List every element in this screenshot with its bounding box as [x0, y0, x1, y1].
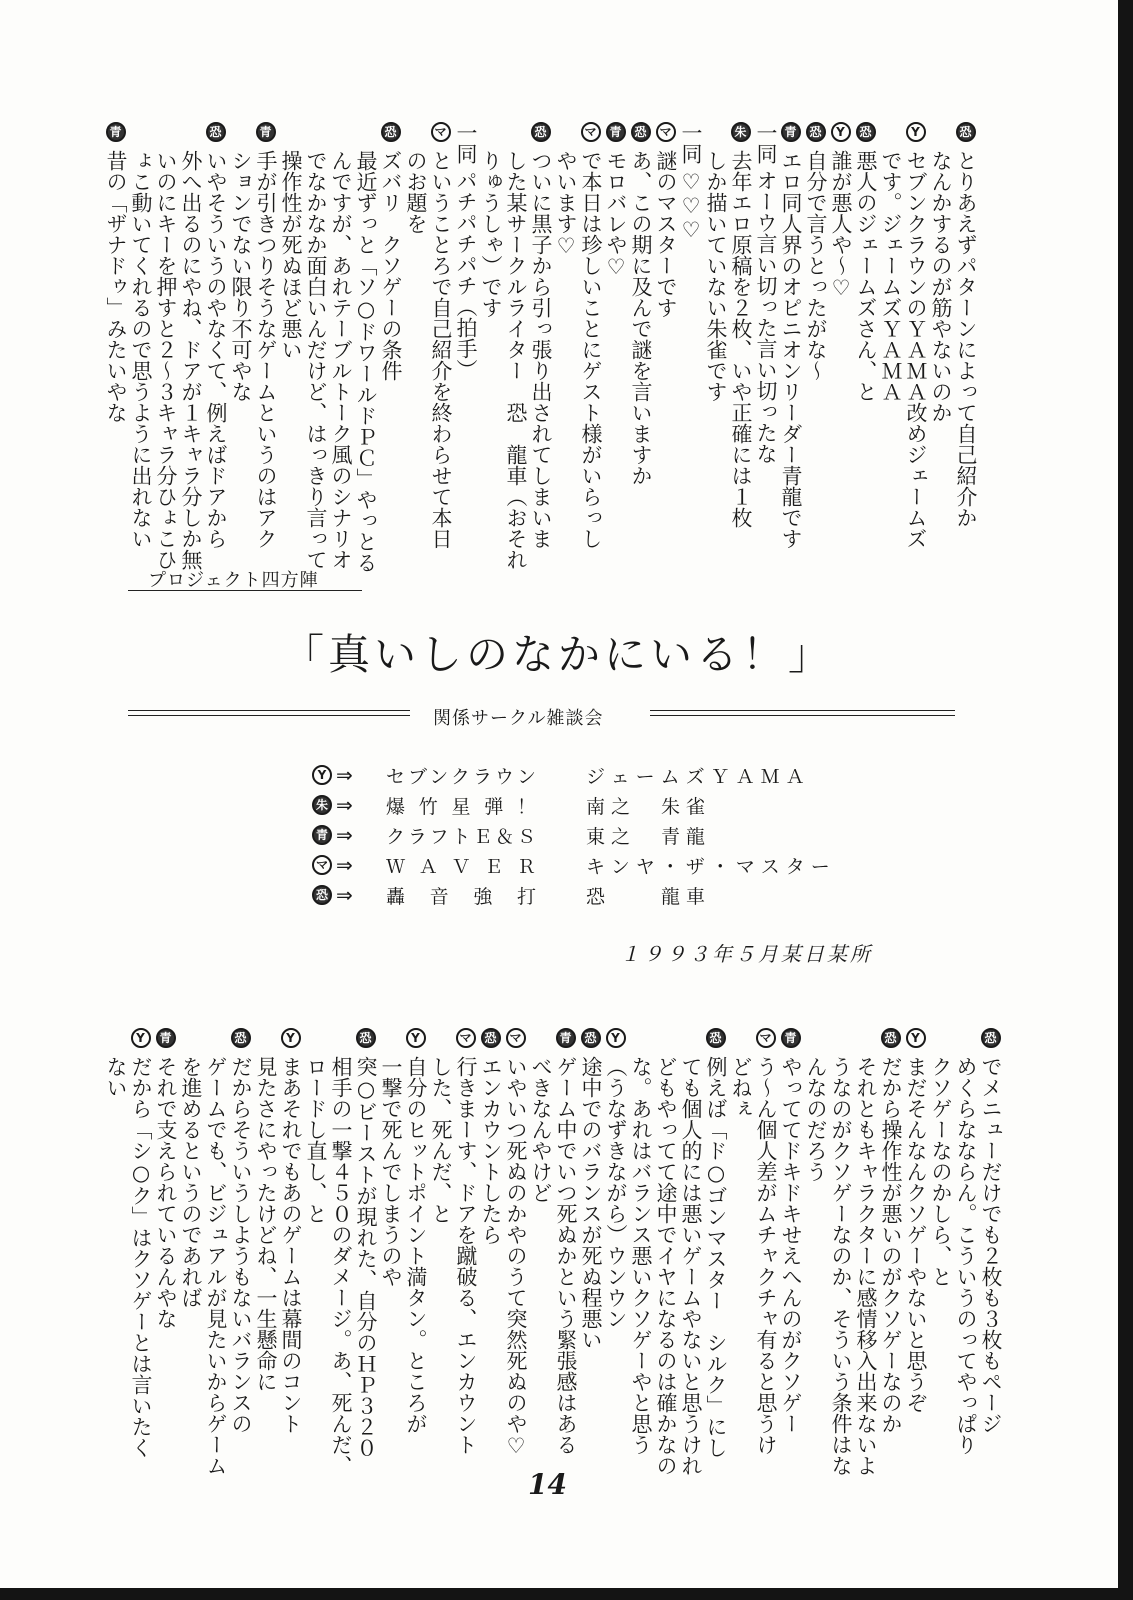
dialogue-column — [628, 122, 653, 486]
dialogue-text: だからそういうしようもないバランスの — [229, 1056, 253, 1434]
dialogue-column — [753, 1028, 778, 1455]
dialogue-column — [853, 1028, 878, 1476]
dialogue-text: うなのがクソゲーなのか、そういう条件はな — [829, 1056, 853, 1476]
dialogue-column — [428, 122, 453, 549]
speaker-slot — [956, 122, 976, 150]
speaker-slot — [781, 1028, 801, 1056]
dialogue-column — [778, 1028, 803, 1434]
dialogue-column — [228, 1028, 253, 1434]
speaker-slot — [906, 1028, 926, 1056]
arrow-icon: ⇒ — [336, 853, 353, 877]
dialogue-column — [828, 122, 853, 300]
dialogue-column — [853, 122, 878, 402]
dialogue-text: クソゲーなのかしら、と — [929, 1056, 953, 1287]
dialogue-text: あ、この期に及んで謎を言いますか — [629, 150, 653, 486]
dialogue-column — [403, 122, 428, 234]
dialogue-column — [353, 1028, 378, 1458]
speaker-slot — [506, 1028, 526, 1056]
circle-name: 爆竹星弾！ — [386, 795, 536, 818]
speaker-slot — [481, 1028, 501, 1056]
dialogue-column — [678, 1028, 703, 1476]
dialogue-column — [578, 1028, 603, 1350]
dialogue-column — [528, 122, 553, 549]
dialogue-text: どもやってて途中でイヤになるのは確かなの — [654, 1056, 678, 1476]
dialogue-column — [303, 122, 328, 570]
dialogue-text: オーウ言い切った言い切ったな — [754, 170, 778, 464]
member-name: ジェームズＹＡＭＡ — [586, 765, 811, 788]
dialogue-column — [978, 1028, 1003, 1434]
speaker-mark-icon: Y — [312, 765, 332, 785]
member-name: 南之 朱雀 — [586, 795, 712, 818]
speaker-mark-icon: 青 — [256, 122, 276, 142]
dialogue-text: それともキャラクターに感情移入出来ないよ — [854, 1056, 878, 1476]
speaker-slot — [256, 122, 276, 150]
dialogue-text: 見たさにやったけどね、一生懸命に — [254, 1056, 278, 1392]
arrow-icon: ⇒ — [336, 793, 353, 817]
speaker-slot — [806, 122, 826, 150]
dialogue-text: やいます♡ — [554, 150, 578, 258]
dialogue-column — [478, 122, 503, 318]
speaker-slot — [356, 1028, 376, 1056]
dialogue-text: パチパチパチ（拍手） — [454, 170, 478, 380]
speaker-mark-icon: 青 — [556, 1028, 576, 1048]
speaker-slot — [631, 122, 651, 150]
speaker-slot — [678, 122, 703, 170]
roster-row — [312, 850, 836, 880]
dialogue-text: セブンクラウンのＹＡＭＡ改めジェームズ — [904, 150, 928, 549]
project-name: プロジェクト四方陣 — [148, 570, 319, 591]
speaker-mark-icon: 恐 — [231, 1028, 251, 1048]
dialogue-text: だから操作性が悪いのがクソゲーなのか — [879, 1056, 903, 1434]
dialogue-column — [428, 1028, 453, 1224]
dialogue-column — [278, 1028, 303, 1434]
speaker-mark-icon: 恐 — [706, 1028, 726, 1048]
speaker-slot — [531, 122, 551, 150]
dialogue-text: 一撃で死んでしまうのや — [379, 1056, 403, 1287]
dialogue-column — [803, 122, 828, 381]
dialogue-column — [553, 122, 578, 258]
dialogue-text: だから「シ○ク」はクソゲーとは言いたく — [129, 1056, 153, 1458]
speaker-mark-icon: Y — [131, 1028, 151, 1048]
dialogue-text: べきなんやけど — [529, 1056, 553, 1203]
dialogue-text: ションでない限り不可やな — [229, 150, 253, 402]
dialogue-text: 悪人のジェームズさん、と — [854, 150, 878, 402]
dialogue-text: ゲーム中でいつ死ぬかという緊張感はある — [554, 1056, 578, 1455]
dialogue-text: ょこ動いてくれるので思うように出れない — [129, 150, 153, 549]
speaker-mark-icon: Y — [906, 1028, 926, 1048]
dialogue-text: 突○ビーストが現れた、自分のＨＰ３２０ — [354, 1056, 378, 1458]
dialogue-column — [453, 1028, 478, 1455]
dialogue-text: まだそんなんクソゲーやないと思うぞ — [904, 1056, 928, 1413]
dialogue-column — [403, 1028, 428, 1434]
dialogue-column — [903, 122, 928, 549]
dialogue-column — [903, 1028, 928, 1413]
dialogue-text: んですが、あれテーブルトーク風のシナリオ — [329, 150, 353, 570]
dialogue-text: しか描いていない朱雀です — [704, 150, 728, 402]
speaker-slot — [581, 122, 601, 150]
speaker-slot — [406, 1028, 426, 1056]
speaker-slot — [606, 122, 626, 150]
dialogue-text: ゲームでも、ビジュアルが見たいからゲーム — [204, 1056, 228, 1476]
dialogue-column — [378, 122, 403, 381]
dialogue-text: でなかなか面白いんだけど、はっきり言って — [304, 150, 328, 570]
speaker-group-label: 一同 — [454, 122, 478, 164]
member-name: キンヤ・ザ・マスター — [586, 855, 836, 878]
dialogue-column — [603, 122, 628, 279]
dialogue-column — [453, 122, 478, 380]
circle-name: ＷＡＶＥＲ — [386, 855, 536, 878]
speaker-slot — [856, 122, 876, 150]
speaker-slot — [656, 122, 676, 150]
dialogue-column — [928, 1028, 953, 1287]
speaker-group-label: 一同 — [754, 122, 778, 164]
dialogue-text: 自分で言うとったがな〜 — [804, 150, 828, 381]
speaker-slot — [731, 122, 751, 150]
dialogue-text: 途中でのバランスが死ぬ程悪い — [579, 1056, 603, 1350]
dialogue-text: です。ジェームズＹＡＭＡ — [879, 150, 903, 402]
dialogue-text: りゅうしゃ）です — [479, 150, 503, 318]
dialogue-column — [878, 1028, 903, 1434]
speaker-mark-icon: Y — [281, 1028, 301, 1048]
speaker-mark-icon: 恐 — [481, 1028, 501, 1048]
dialogue-column — [178, 122, 203, 570]
speaker-mark-icon: 恐 — [956, 122, 976, 142]
speaker-mark-icon: Y — [831, 122, 851, 142]
dialogue-column — [278, 122, 303, 360]
dialogue-column — [803, 1028, 828, 1182]
dialogue-column — [728, 1028, 753, 1119]
speaker-mark-icon: Y — [406, 1028, 426, 1048]
dialogue-column — [953, 122, 978, 528]
speaker-mark-icon: マ — [312, 855, 332, 875]
dialogue-text: とりあえずパターンによって自己紹介か — [954, 150, 978, 528]
speaker-slot — [431, 122, 451, 150]
speaker-mark-icon: 青 — [781, 122, 801, 142]
speaker-slot — [381, 122, 401, 150]
dialogue-text: ♡♡♡ — [679, 170, 703, 242]
top-dialogue — [94, 122, 978, 573]
member-name: 東之 青龍 — [586, 825, 712, 848]
speaker-group-label: 一同 — [679, 122, 703, 164]
dialogue-column — [478, 1028, 503, 1245]
dialogue-column — [353, 122, 378, 573]
subtitle-rule-left — [128, 710, 410, 716]
dialogue-text: 外へ出るのにやね、ドアが１キャラ分しか無 — [179, 150, 203, 570]
dialogue-text: いやそういうのやなくて、例えばドアから — [204, 150, 228, 549]
speaker-slot — [706, 1028, 726, 1056]
dialogue-text: でメニューだけでも２枚も３枚もページ — [979, 1056, 1003, 1434]
dialogue-text: エロ同人界のオピニオンリーダー青龍です — [779, 150, 803, 549]
dialogue-text: した某サークルライター 恐 龍車（おそれ — [504, 150, 528, 570]
dialogue-column — [528, 1028, 553, 1203]
dialogue-text: 去年エロ原稿を２枚、いや正確には１枚 — [729, 150, 753, 528]
dialogue-text: 例えば「ド○ゴンマスター シルク」にし — [704, 1056, 728, 1458]
dialogue-text: モロバレや♡ — [604, 150, 628, 279]
dialogue-text: 行きまーす、ドアを蹴破る、エンカウント — [454, 1056, 478, 1455]
dialogue-column — [253, 122, 278, 549]
dialogue-text: 相手の一撃４５０のダメージ。あ、死んだ、 — [329, 1056, 353, 1476]
dialogue-text: ついに黒子から引っ張り出されてしまいま — [529, 150, 553, 549]
speaker-mark-icon: 恐 — [856, 122, 876, 142]
dialogue-column — [503, 122, 528, 570]
speaker-mark-icon: 恐 — [881, 1028, 901, 1048]
speaker-mark-icon: 恐 — [312, 885, 332, 905]
speaker-slot — [106, 122, 126, 150]
dialogue-text: ても個人的には悪いゲームやないと思うけれ — [679, 1056, 703, 1476]
speaker-mark-icon: マ — [581, 122, 601, 142]
dialogue-column — [178, 1028, 203, 1308]
dialogue-text: それで支えられているんやな — [154, 1056, 178, 1329]
subtitle-rule-right — [650, 710, 955, 716]
project-underline — [128, 590, 362, 591]
dialogue-text: した、死んだ、と — [429, 1056, 453, 1224]
dialogue-text: ない — [104, 1056, 128, 1098]
speaker-mark-icon: マ — [431, 122, 451, 142]
speaker-mark-icon: マ — [506, 1028, 526, 1048]
speaker-slot — [753, 122, 778, 170]
speaker-slot — [453, 122, 478, 170]
dialogue-column — [628, 1028, 653, 1455]
dialogue-column — [503, 1028, 528, 1458]
circle-name: 轟音強打 — [386, 885, 536, 908]
speaker-slot — [581, 1028, 601, 1056]
dialogue-text: ロードし直し、と — [304, 1056, 328, 1224]
page-number: 14 — [528, 1468, 567, 1501]
dialogue-column — [128, 122, 153, 549]
date-location: １９９３年５月某日某所 — [620, 942, 873, 966]
dialogue-text: めくらなならん。こういうのってやっぱり — [954, 1056, 978, 1455]
participant-roster — [312, 760, 836, 910]
speaker-mark-icon: マ — [656, 122, 676, 142]
speaker-slot — [981, 1028, 1001, 1056]
dialogue-text: 手が引きつりそうなゲームというのはアク — [254, 150, 278, 549]
bottom-dialogue — [88, 1028, 1003, 1476]
dialogue-column — [753, 122, 778, 464]
dialogue-column — [653, 122, 678, 318]
dialogue-column — [878, 122, 903, 402]
speaker-slot — [131, 1028, 151, 1056]
speaker-mark-icon: Y — [606, 1028, 626, 1048]
dialogue-column — [253, 1028, 278, 1392]
dialogue-text: で本日は珍しいことにゲスト様がいらっし — [579, 150, 603, 549]
dialogue-column — [203, 1028, 228, 1476]
dialogue-text: やっててドキドキせえへんのがクソゲー — [779, 1056, 803, 1434]
dialogue-text: 最近ずっと「ソ○ドワールドＰＣ」やっとる — [354, 150, 378, 573]
dialogue-column — [703, 1028, 728, 1458]
dialogue-column — [153, 1028, 178, 1329]
dialogue-column — [103, 122, 128, 423]
dialogue-text: う〜ん個人差がムチャクチャ有ると思うけ — [754, 1056, 778, 1455]
arrow-icon: ⇒ — [336, 763, 353, 787]
roster-row — [312, 790, 836, 820]
speaker-mark-icon: 青 — [312, 825, 332, 845]
dialogue-column — [703, 122, 728, 402]
dialogue-text: エンカウントしたら — [479, 1056, 503, 1245]
dialogue-column — [153, 122, 178, 570]
speaker-mark-icon: マ — [456, 1028, 476, 1048]
speaker-mark-icon: 恐 — [631, 122, 651, 142]
speaker-slot — [781, 122, 801, 150]
dialogue-text: 謎のマスターです — [654, 150, 678, 318]
dialogue-text: 自分のヒットポイント満タン。ところが — [404, 1056, 428, 1434]
speaker-slot — [456, 1028, 476, 1056]
speaker-mark-icon: 青 — [781, 1028, 801, 1048]
speaker-slot — [831, 122, 851, 150]
speaker-slot — [881, 1028, 901, 1056]
dialogue-text: なんかするのが筋やないのか — [929, 150, 953, 423]
speaker-mark-icon: 恐 — [581, 1028, 601, 1048]
dialogue-text: 誰が悪人や〜♡ — [829, 150, 853, 300]
speaker-slot — [156, 1028, 176, 1056]
speaker-mark-icon: 恐 — [381, 122, 401, 142]
speaker-mark-icon: 青 — [106, 122, 126, 142]
speaker-mark-icon: マ — [756, 1028, 776, 1048]
dialogue-column — [103, 1028, 128, 1098]
speaker-mark-icon: 恐 — [206, 122, 226, 142]
dialogue-column — [378, 1028, 403, 1287]
dialogue-text: のお題を — [404, 150, 428, 234]
speaker-mark-icon: 青 — [156, 1028, 176, 1048]
dialogue-column — [828, 1028, 853, 1476]
dialogue-column — [303, 1028, 328, 1224]
arrow-icon: ⇒ — [336, 823, 353, 847]
speaker-slot — [906, 122, 926, 150]
dialogue-column — [653, 1028, 678, 1476]
dialogue-column — [328, 122, 353, 570]
roster-row — [312, 820, 836, 850]
arrow-icon: ⇒ — [336, 883, 353, 907]
speaker-mark-icon: 朱 — [312, 795, 332, 815]
dialogue-column — [578, 122, 603, 549]
dialogue-column — [603, 1028, 628, 1329]
dialogue-column — [553, 1028, 578, 1455]
dialogue-text: まあそれでもあのゲームは幕間のコント — [279, 1056, 303, 1434]
dialogue-text: んなのだろう — [804, 1056, 828, 1182]
scan-edge-right — [1118, 0, 1133, 1600]
speaker-mark-icon: 恐 — [356, 1028, 376, 1048]
dialogue-text: ズバリ クソゲーの条件 — [379, 150, 403, 381]
member-name: 恐 龍車 — [586, 885, 712, 908]
circle-name: セブンクラウン — [386, 765, 536, 788]
roster-row — [312, 880, 836, 910]
dialogue-text: ということろで自己紹介を終わらせて本日 — [429, 150, 453, 549]
speaker-mark-icon: 恐 — [531, 122, 551, 142]
speaker-slot — [206, 122, 226, 150]
speaker-mark-icon: 恐 — [981, 1028, 1001, 1048]
speaker-mark-icon: 朱 — [731, 122, 751, 142]
speaker-slot — [281, 1028, 301, 1056]
roster-row — [312, 760, 836, 790]
speaker-mark-icon: 青 — [606, 122, 626, 142]
dialogue-column — [928, 122, 953, 423]
speaker-slot — [556, 1028, 576, 1056]
dialogue-column — [328, 1028, 353, 1476]
dialogue-text: を進めるというのであれば — [179, 1056, 203, 1308]
dialogue-text: いやいつ死ぬのかやのうて突然死ぬのや♡ — [504, 1056, 528, 1458]
dialogue-text: 昔の「ザナドゥ」みたいやな — [104, 150, 128, 423]
dialogue-column — [228, 122, 253, 402]
circle-name: クラフトＥ＆Ｓ — [386, 825, 536, 848]
speaker-slot — [231, 1028, 251, 1056]
dialogue-column — [778, 122, 803, 549]
speaker-slot — [606, 1028, 626, 1056]
dialogue-column — [728, 122, 753, 528]
dialogue-text: な。あれはバランス悪いクソゲーやと思う — [629, 1056, 653, 1455]
dialogue-column — [678, 122, 703, 242]
dialogue-text: （うなずきながら）ウンウン — [604, 1056, 628, 1329]
dialogue-column — [128, 1028, 153, 1458]
subtitle: 関係サークル雑談会 — [433, 708, 604, 729]
dialogue-column — [203, 122, 228, 549]
dialogue-column — [953, 1028, 978, 1455]
scan-edge-bottom — [0, 1588, 1133, 1600]
dialogue-text: どねぇ — [729, 1056, 753, 1119]
speaker-mark-icon: 恐 — [806, 122, 826, 142]
speaker-mark-icon: Y — [906, 122, 926, 142]
page-title: 「真いしのなかにいる！」 — [282, 630, 835, 679]
dialogue-text: いのにキーを押すと２〜３キャラ分ひょこひ — [154, 150, 178, 570]
dialogue-text: 操作性が死ぬほど悪い — [279, 150, 303, 360]
speaker-slot — [756, 1028, 776, 1056]
